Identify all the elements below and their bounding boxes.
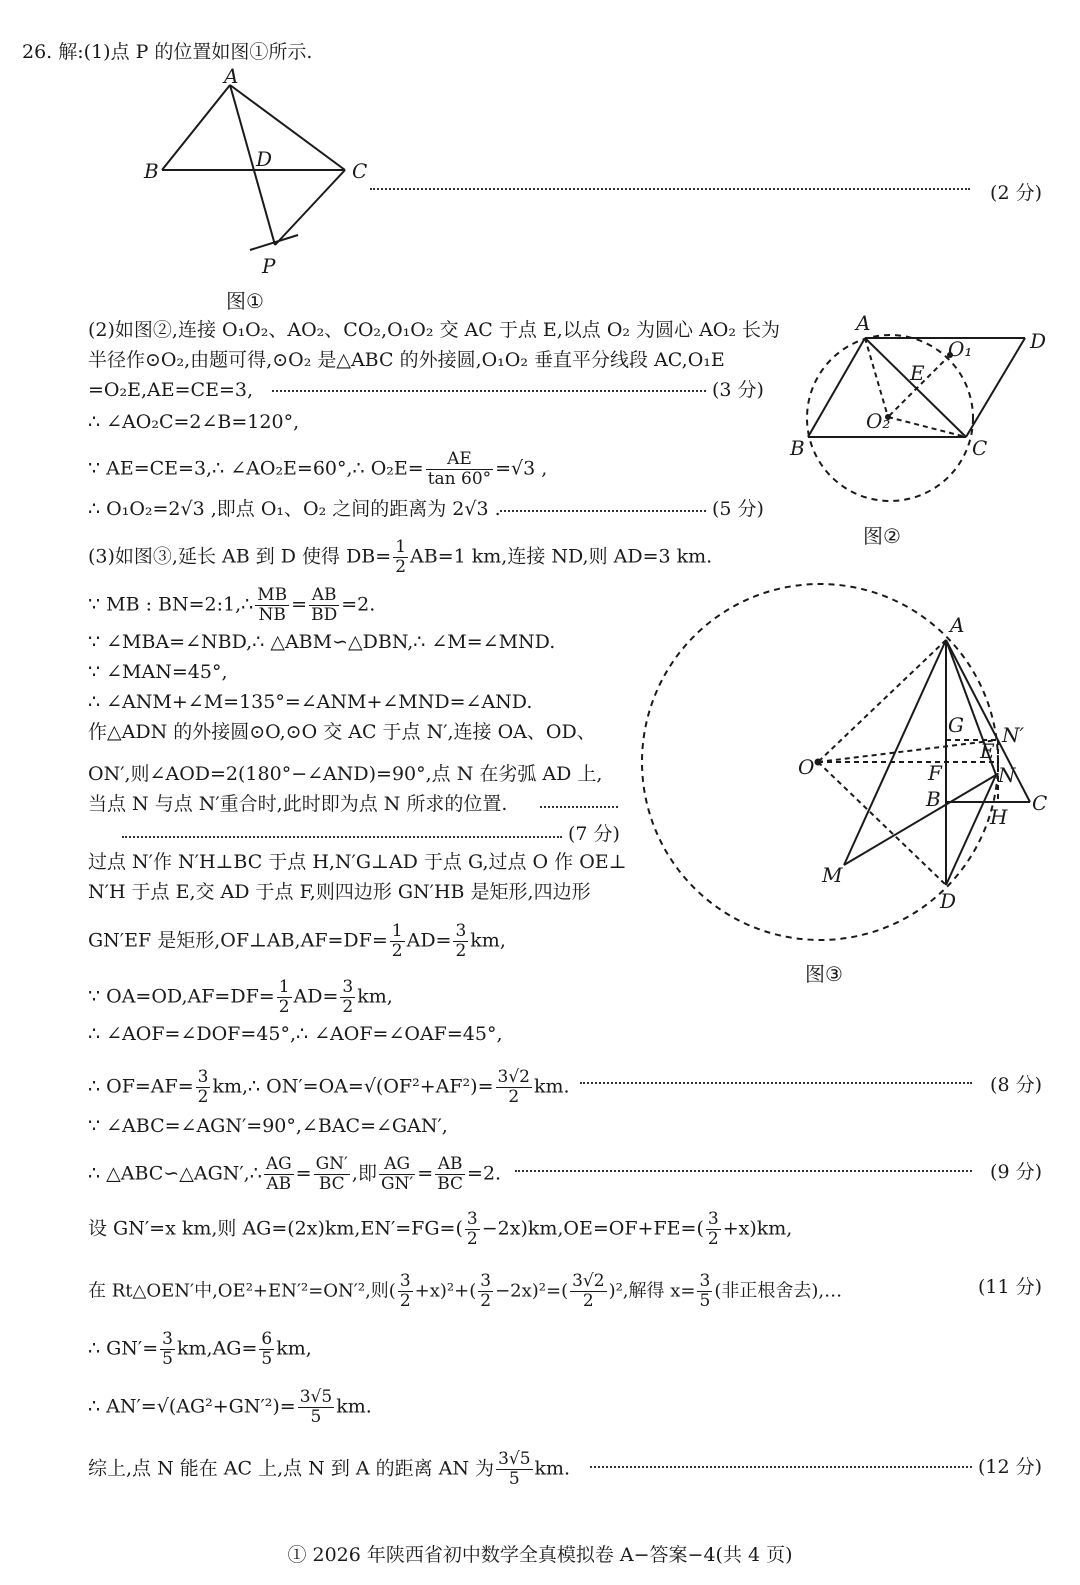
denominator: tan 60° [427,469,492,489]
fig1-side-ab [162,85,230,170]
numerator: 1 [391,921,403,941]
numerator: 3 [699,1271,711,1291]
fig1-label-d: D [256,147,273,171]
denominator: 2 [707,1229,719,1249]
leader-dots [370,188,970,190]
p3-line-17 [88,1210,792,1249]
numerator: 3√2 [572,1271,605,1291]
score-9: (9 分) [990,1161,1042,1183]
fig2-co2 [888,417,966,437]
p3-line-20-tail: km. [336,1395,372,1418]
fig3-label-g: G [948,713,964,737]
p3-line-1 [88,538,712,577]
p3-line-17-tail: +x)km, [722,1217,793,1240]
numerator: AG [379,1155,415,1175]
fig2-side-ab [808,338,865,437]
denominator: 5 [699,1291,711,1311]
fig3-label-b: B [926,787,941,811]
p3-line-11-tail: km, [470,929,506,952]
fig3-line-nd [946,775,996,885]
fig3-line-on [818,740,998,762]
fig3-caption: 图③ [805,962,843,986]
fig3-point-o [815,759,822,766]
fig3-label-n: N [998,763,1016,787]
p3-line-21 [88,1450,570,1489]
fig3-label-np: N′ [1002,723,1025,747]
fig2-label-o1: O₁ [948,337,973,361]
fraction [298,1388,334,1427]
p3-line-4: ∵ ∠MAN=45°, [88,661,228,683]
figure-2 [780,310,1060,510]
denominator: 2 [278,997,290,1017]
fraction [478,1272,493,1311]
fig2-label-d: D [1030,329,1047,353]
p3-line-18-text: 在 Rt△OEN′中,OE²+EN′²=ON′²,则( [88,1280,396,1302]
p3-line-3: ∵ ∠MBA=∠NBD,∴ △ABM∽△DBN,∴ ∠M=∠MND. [88,631,556,653]
score-2: (2 分) [990,182,1042,204]
p3-line-6: 作△ADN 的外接圆⊙O,⊙O 交 AC 于点 N′,连接 OA、OD、 [88,721,596,743]
p3-line-14-mid: km,∴ ON′=OA=√(OF²+AF²)= [212,1075,494,1098]
numerator: 1 [278,977,290,997]
fig3-line-oa [818,640,946,762]
p3-line-17-mid: −2x)km,OE=OF+FE=( [481,1217,704,1240]
p3-line-16-text: ∴ △ABC∽△AGN′,∴ [88,1162,262,1185]
fig1-arc-mark [250,235,298,250]
fig2-label-b: B [790,436,805,460]
numerator: 3√5 [498,1449,531,1469]
leader-dots [122,836,562,838]
fraction [426,450,493,489]
numerator: 3 [455,921,467,941]
p3-line-8: 当点 N 与点 N′重合时,此时即为点 N 所求的位置. [88,793,508,815]
fig1-label-p: P [262,254,276,278]
fig3-label-a: A [950,613,965,637]
numerator: AG [265,1154,292,1174]
fig1-caption: 图① [226,289,264,313]
fraction [340,978,355,1017]
fraction [393,538,408,577]
fraction [379,1155,415,1194]
p3-line-1-tail: AB=1 km,连接 ND,则 AD=3 km. [410,545,713,568]
p2-line-5-tail: =√3 , [495,457,548,480]
fig3-label-c: C [1032,791,1048,815]
denominator: NB [258,605,286,625]
fig3-line-mn [844,775,996,865]
numerator: AB [309,586,339,606]
numerator: 3 [399,1271,411,1291]
p2-line-4: ∴ ∠AO₂C=2∠B=120°, [88,411,300,433]
fig2-label-c: C [972,436,988,460]
p3-line-16-tail: =2. [467,1162,502,1185]
p3-line-19-mid: km,AG= [177,1337,258,1360]
p3-line-16-mid: ,即 [351,1162,377,1185]
fraction [255,586,289,625]
p3-line-18-d: )²,解得 x= [608,1280,696,1302]
p3-line-1-text: (3)如图③,延长 AB 到 D 使得 DB= [88,545,392,568]
p2-line-5-text: ∵ AE=CE=3,∴ ∠AO₂E=60°,∴ O₂E= [88,457,424,480]
numerator: 3 [707,1209,719,1229]
fig1-label-b: B [144,159,159,183]
fig1-side-ac [230,85,345,170]
p3-line-20-text: ∴ AN′=√(AG²+GN′²)= [88,1395,296,1418]
fig1-label-c: C [352,159,368,183]
p2-line-6: ∴ O₁O₂=2√3 ,即点 O₁、O₂ 之间的距离为 2√3 . [88,498,501,520]
leader-dots [580,1082,972,1084]
figure-3 [636,580,1056,950]
p3-line-17-text: 设 GN′=x km,则 AG=(2x)km,EN′=FG=( [88,1217,463,1240]
p2-line-3: =O₂E,AE=CE=3, [88,379,253,401]
numerator: 3 [197,1067,209,1087]
p3-line-21-text: 综上,点 N 能在 AC 上,点 N 到 A 的距离 AN 为 [88,1457,495,1480]
fig3-label-e: E [980,739,995,763]
fig1-label-a: A [224,65,239,88]
score-7: (7 分) [568,823,620,845]
denominator: GN′ [380,1174,414,1194]
p3-line-2-text: ∵ MB : BN=2:1,∴ [88,593,254,616]
figure-1 [140,65,380,280]
fraction [160,1330,175,1369]
numerator: 6 [261,1329,273,1349]
score-8: (8 分) [990,1074,1042,1096]
fig3-label-f: F [928,761,942,785]
fig2-label-e: E [910,361,925,385]
fraction [570,1272,606,1311]
p3-line-13: ∴ ∠AOF=∠DOF=45°,∴ ∠AOF=∠OAF=45°, [88,1023,503,1045]
numerator: 1 [395,537,407,557]
denominator: 5 [261,1349,273,1369]
p2-line-2: 半径作⊙O₂,由题可得,⊙O₂ 是△ABC 的外接圆,O₁O₂ 垂直平分线段 AC,O₁E [88,349,725,371]
fraction [465,1210,480,1249]
fraction [496,1068,532,1107]
p3-line-18-b: +x)²+( [414,1280,477,1302]
numerator: MB [257,585,288,605]
numerator: AB [435,1155,465,1175]
numerator: 3√5 [299,1387,333,1407]
p3-line-11-mid: AD= [406,929,452,952]
equals-sign: = [291,593,308,616]
p3-line-5: ∴ ∠ANM+∠M=135°=∠ANM+∠MND=∠AND. [88,691,533,713]
p3-line-12-mid: AD= [293,985,339,1008]
p3-line-11-text: GN′EF 是矩形,OF⊥AB,AF=DF= [88,929,388,952]
fraction [390,922,405,961]
p3-line-18 [88,1272,842,1311]
denominator: BD [311,605,338,625]
denominator: 2 [197,1087,209,1107]
p3-line-12-tail: km, [357,985,393,1008]
score-12: (12 分) [977,1456,1042,1478]
fraction [314,1155,350,1194]
denominator: AB [266,1174,292,1194]
leader-dots [590,1466,972,1468]
p3-line-15: ∵ ∠ABC=∠AGN′=90°,∠BAC=∠GAN′, [88,1115,448,1137]
fig2-caption: 图② [863,524,901,548]
denominator: 2 [399,1291,411,1311]
score-3: (3 分) [712,379,764,401]
fraction [453,922,468,961]
score-5: (5 分) [712,498,764,520]
p3-line-2-tail: =2. [341,593,376,616]
leader-dots [540,806,618,808]
fraction [259,1330,274,1369]
p3-line-18-c: −2x)²=( [495,1280,569,1302]
numerator: AE [426,450,493,470]
denominator: 5 [310,1407,322,1427]
numerator: 3 [480,1271,492,1291]
numerator: GN′ [315,1154,348,1174]
fig3-label-o: O [798,755,815,779]
p3-line-19-text: ∴ GN′= [88,1337,159,1360]
leader-dots [500,510,706,512]
fraction [398,1272,413,1311]
fig3-label-m: M [822,863,843,887]
p3-line-7: ON′,则∠AOD=2(180°−∠AND)=90°,点 N 在劣弧 AD 上, [88,763,603,785]
fraction [496,1450,532,1489]
fraction [706,1210,721,1249]
page-footer: ① 2026 年陕西省初中数学全真模拟卷 A−答案−4(共 4 页) [287,1544,793,1566]
denominator: 2 [455,941,467,961]
denominator: 2 [395,557,407,577]
p3-line-19 [88,1330,312,1369]
numerator: 3 [342,977,354,997]
denominator: 2 [480,1291,492,1311]
fraction [277,978,292,1017]
fraction [435,1155,465,1194]
p3-line-2 [88,586,375,625]
p3-line-14-tail: km. [533,1075,570,1098]
denominator: 2 [342,997,354,1017]
fig1-line-pc [275,170,345,245]
p3-line-12 [88,978,393,1017]
denominator: BC [437,1174,464,1194]
score-11: (11 分) [977,1276,1042,1298]
fig2-label-o2: O₂ [866,409,891,433]
p3-line-14 [88,1068,570,1107]
numerator: 3 [162,1329,173,1349]
leader-dots [515,1170,972,1172]
q26-intro: 26. 解:(1)点 P 的位置如图①所示. [22,41,313,63]
denominator: BC [318,1174,345,1194]
fraction [264,1155,294,1194]
fig3-label-h: H [990,805,1008,829]
leader-dots [272,390,706,392]
p3-line-18-tail: (非正根舍去),… [714,1280,843,1302]
fraction [196,1068,211,1107]
fraction [309,586,339,625]
denominator: 2 [508,1087,520,1107]
fig3-line-am [844,640,946,865]
numerator: 3√2 [497,1067,530,1087]
denominator: 2 [466,1229,478,1249]
p3-line-10: N′H 于点 E,交 AD 于点 F,则四边形 GN′HB 是矩形,四边形 [88,881,591,903]
p3-line-12-text: ∵ OA=OD,AF=DF= [88,985,275,1008]
p3-line-20 [88,1388,372,1427]
p2-line-5 [88,450,547,489]
p3-line-11 [88,922,506,961]
denominator: 5 [162,1349,173,1369]
denominator: 5 [508,1469,520,1489]
p3-line-9: 过点 N′作 N′H⊥BC 于点 H,N′G⊥AD 于点 G,过点 O 作 OE⊥ [88,851,627,873]
p2-line-1: (2)如图②,连接 O₁O₂、AO₂、CO₂,O₁O₂ 交 AC 于点 E,以点 O₂ 为圆心 AO₂ 长为 [88,319,781,341]
fraction [697,1272,712,1311]
p3-line-19-tail: km, [276,1337,312,1360]
denominator: 2 [391,941,403,961]
fig2-label-a: A [856,311,871,335]
p3-line-21-tail: km. [534,1457,571,1480]
p3-line-14-text: ∴ OF=AF= [88,1075,194,1098]
p3-line-16: ∴ △ABC∽△AGN′,∴ $\frac{AG}{AB}$ = $\frac{GN'}{BC}$ ,即 $\frac{AG}{GN'}$ = $\frac{AB}{BC}$ =2. [88,1154,502,1194]
fig2-side-cd [966,338,1025,437]
numerator: 3 [466,1209,478,1229]
denominator: 2 [582,1291,594,1311]
fig3-label-d: D [940,889,957,913]
